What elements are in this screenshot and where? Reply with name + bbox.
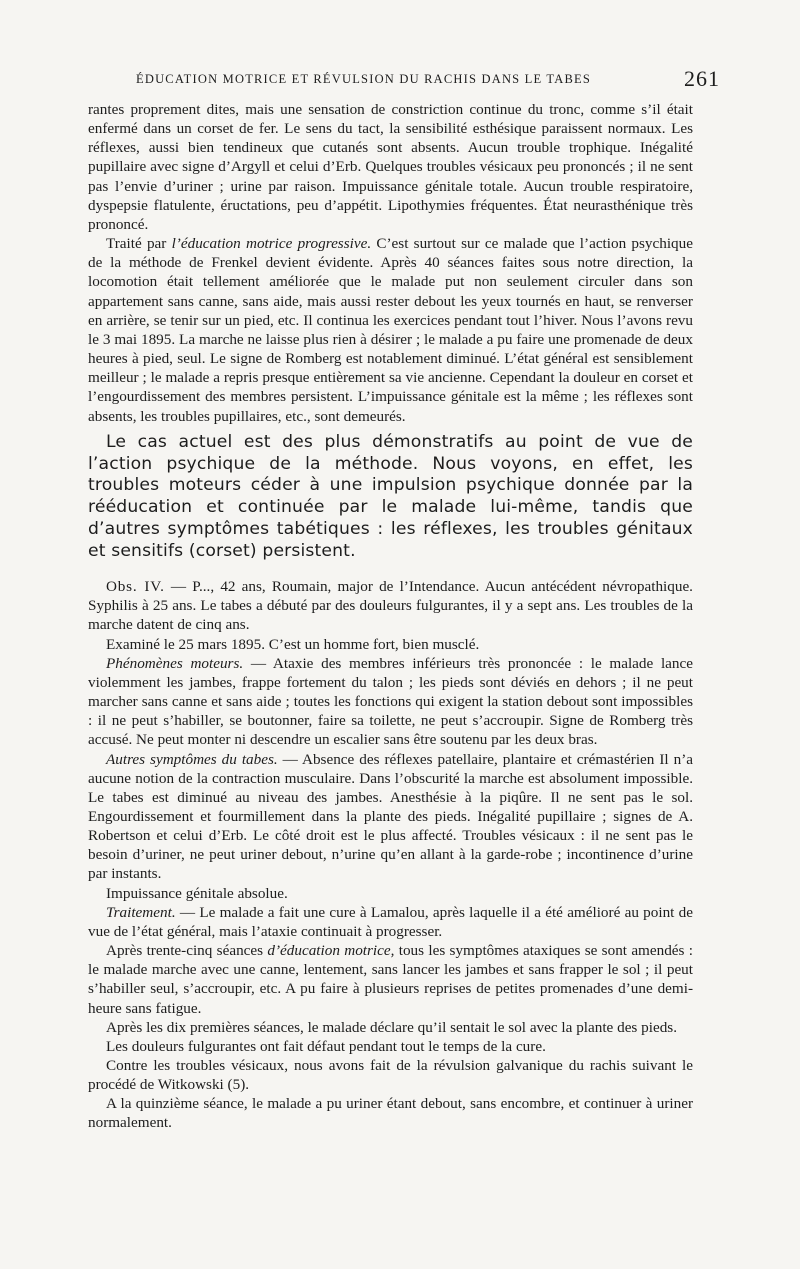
text-run: Après trente-cinq séances (106, 942, 268, 960)
running-head: ÉDUCATION MOTRICE ET RÉVULSION DU RACHIS DANS LE TABES (136, 72, 592, 86)
page-body (88, 100, 693, 1133)
text-run: Traité par (106, 235, 172, 253)
text-run: — Le malade a fait une cure à Lamalou, après laquelle il a été amélioré au point de vue de l’état général, mais l’ataxie continuait à progresser. (88, 903, 693, 940)
italic-run: l’éducation motrice progressive. (171, 235, 372, 253)
paragraph-fifteenth-session: A la quinzième séance, le malade a pu uriner étant debout, sans encombre, et continuer à uriner normalement. (88, 1095, 693, 1132)
paragraph-pains: Les douleurs fulgurantes ont fait défaut pendant tout le temps de la cure. (106, 1037, 546, 1055)
paragraph-treatment (88, 903, 693, 941)
paragraph-treatment-result (88, 234, 693, 426)
text-run: tous les symptômes ataxiques se sont amendés : le malade marche avec une canne, lentement, sans lancer les jambes et sans frapper le sol ; il peut s’habiller seul, s’accroupir, etc. A pu faire à plusieurs reprises de petites promenades d’une demi-heure sans fatigue. (88, 942, 693, 1017)
paragraph-bladder: Contre les troubles vésicaux, nous avons fait de la révulsion galvanique du rachis suivant le procédé de Witkowski (5). (88, 1057, 693, 1094)
page-number: 261 (684, 66, 720, 91)
text-run: — Absence des réflexes patellaire, plantaire et crémastérien Il n’a aucune notion de la contraction musculaire. Dans l’obscurité la marche est absolument impossible. Le tabes est diminué au niveau des jambes. Anesthésie à la piqûre. Il ne sent pas le sol. Engourdissement et fourmillement dans la plante des pieds. Inégalité pupillaire ; signes de A. Robertson et celui d’Erb. Le côté droit est le plus affecté. Troubles vésicaux : il ne sent pas le besoin d’uriner, ne peut uriner debout, n’urine qu’en allant à la garde-robe ; incontinence d’urine par instants. (88, 750, 693, 883)
paragraph-commentary: Le cas actuel est des plus démonstratifs au point de vue de l’action psychique de la méthode. Nous voyons, en effet, les troubles moteurs céder à une impulsion psychique donnée par la rééducation et continuée par le malade lui-même, tandis que d’autres symptômes tabétiques : les réflexes, les troubles génitaux et sensitifs (corset) persistent. (88, 431, 693, 562)
paragraph-observation-iv (88, 577, 693, 634)
text-run: C’est surtout sur ce malade que l’action psychique de la méthode de Frenkel devient évidente. Après 40 séances faites sous notre direction, la locomotion était tellement améliorée que le malade put non seulement circuler dans son appartement sans canne, sans aide, mais aussi rester debout les yeux tournés en haut, se renverser en arrière, se tenir sur un pied, etc. Il continua les exercices pendant tout l’hiver. Nous l’avons revu le 3 mai 1895. La marche ne laisse plus rien à désirer ; le malade a pu faire une promenade de deux heures à pied, seul. Le signe de Romberg est notablement diminué. L’état général est sensiblement meilleur ; le malade a repris presque entièrement sa vie ancienne. Cependant la douleur en corset et l’engourdissement des membres persistent. L’impuissance génitale est la même ; les réflexes sont absents, les troubles pupillaires, etc., sont demeurés. (88, 235, 693, 425)
section-label: Autres symptômes du tabes. (106, 750, 278, 768)
section-label: Traitement. (106, 903, 176, 921)
section-label: Phénomènes moteurs. (106, 654, 244, 672)
paragraph-impotence: Impuissance génitale absolue. (106, 884, 288, 902)
observation-label: Obs. IV. (106, 578, 165, 596)
text-run: — Ataxie des membres inférieurs très prononcée : le malade lance violemment les jambes, frappe fortement du talon ; les pieds sont déviés en dehors ; il ne peut marcher sans canne et sans aide ; toutes les fonctions qui exigent la station debout sont impossibles : il ne peut s’habiller, se boutonner, faire sa toilette, ne peut s’accroupir. Signe de Romberg très accusé. Ne peut monter ni descendre un escalier sans être soutenu par les deux bras. (88, 654, 693, 749)
paragraph-sessions (88, 941, 693, 1018)
page-header (80, 66, 720, 90)
paragraph-examination: Examiné le 25 mars 1895. C’est un homme fort, bien musclé. (106, 635, 480, 653)
paragraph-first-ten-sessions: Après les dix premières séances, le malade déclare qu’il sentait le sol avec la plante des pieds. (106, 1018, 677, 1036)
italic-run: d’éducation motrice, (267, 942, 395, 960)
text-run: — P..., 42 ans, Roumain, major de l’Intendance. Aucun antécédent névropathique. Syphilis à 25 ans. Le tabes a débuté par des douleurs fulgurantes, il y a sept ans. Les troubles de la marche datent de cinq ans. (88, 578, 693, 634)
paragraph-motor-phenomena (88, 654, 693, 750)
paragraph-symptoms-continued: rantes proprement dites, mais une sensation de constriction continue du tronc, comme s’il était enfermé dans un corset de fer. Le sens du tact, la sensibilité esthésique paraissent normaux. Les réflexes, aussi bien tendineux que cutanés sont absents. Aucun trouble trophique. Inégalité pupillaire avec signe d’Argyll et celui d’Erb. Quelques troubles vésicaux peu prononcés ; il ne sent pas l’envie d’uriner ; urine par raison. Impuissance génitale totale. Aucun trouble respiratoire, dyspepsie flatulente, éructations, peu d’appétit. Lipothymies fréquentes. État neurasthénique très prononcé. (88, 101, 693, 233)
paragraph-other-symptoms (88, 750, 693, 884)
